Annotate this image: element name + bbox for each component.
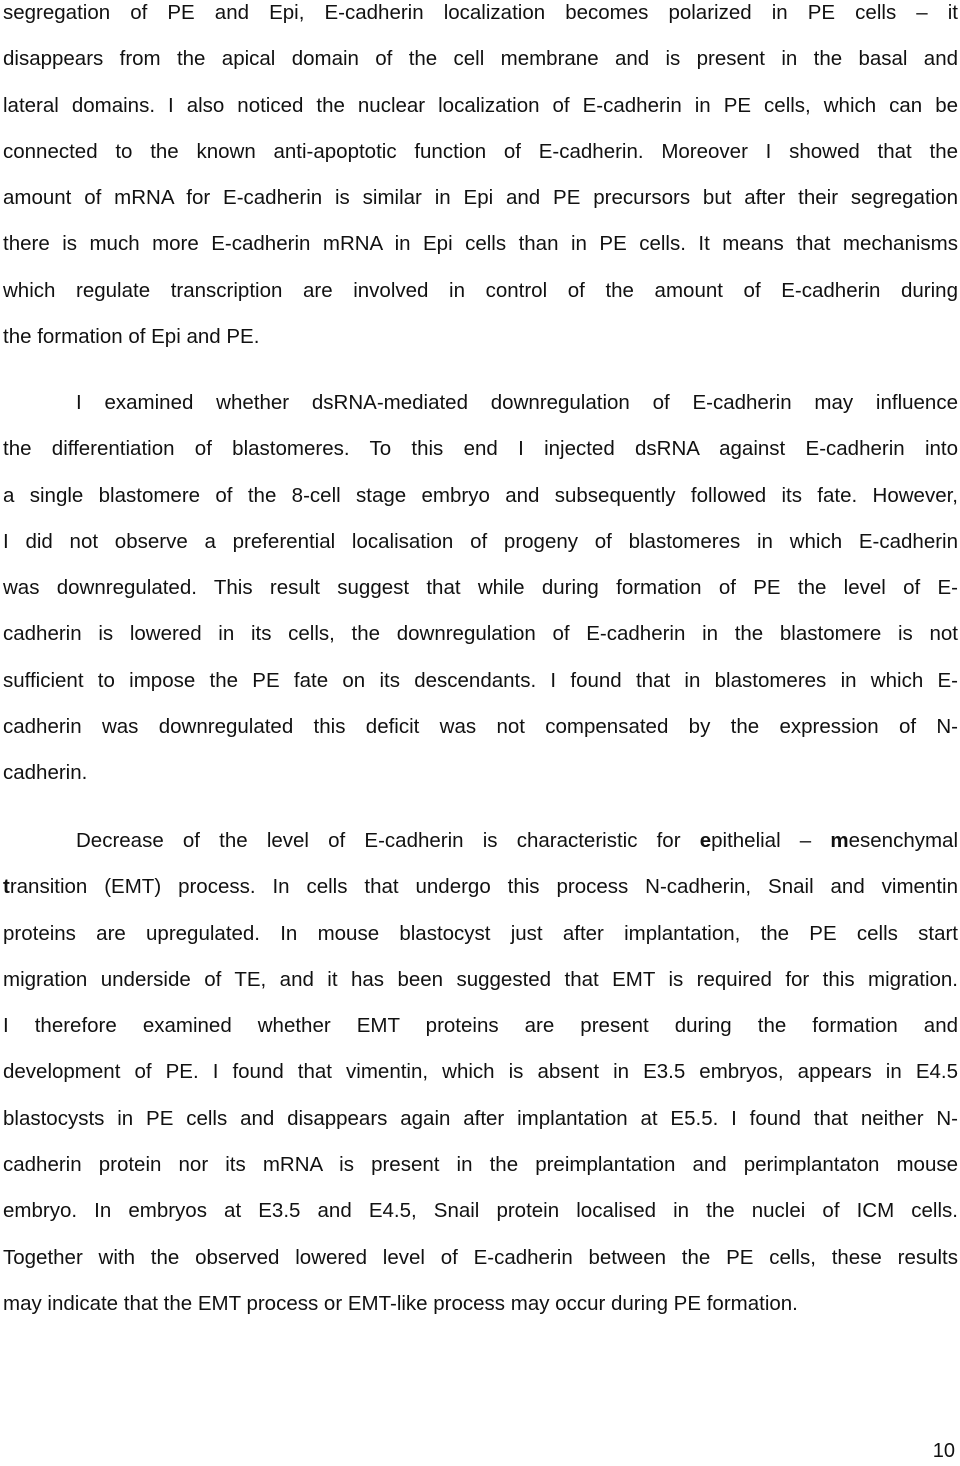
text-line: which regulate transcription are involved in control of the amount of E-cadherin during	[3, 278, 958, 302]
text-line: I examined whether dsRNA-mediated downregulation of E-cadherin may influence	[76, 391, 958, 414]
paragraph-1	[3, 0, 958, 360]
text-line: transition (EMT) process. In cells that undergo this process N-cadherin, Snail and vimentin	[3, 875, 958, 899]
text-line: was downregulated. This result suggest that while during formation of PE the level of E-	[3, 576, 958, 600]
text-line: blastocysts in PE cells and disappears again after implantation at E5.5. I found that neither N-	[3, 1106, 958, 1130]
paragraph-3	[3, 818, 958, 1327]
text-line: amount of mRNA for E-cadherin is similar in Epi and PE precursors but after their segregation	[3, 186, 958, 210]
text-line: cadherin is lowered in its cells, the downregulation of E-cadherin in the blastomere is not	[3, 622, 958, 646]
page-number: 10	[932, 1440, 955, 1462]
text-line: proteins are upregulated. In mouse blastocyst just after implantation, the PE cells start	[3, 921, 958, 945]
text-line: development of PE. I found that vimentin, which is absent in E3.5 embryos, appears in E4.5	[3, 1060, 958, 1084]
text-line: I did not observe a preferential localisation of progeny of blastomeres in which E-cadherin	[3, 529, 958, 553]
text-line: cadherin protein nor its mRNA is present in the preimplantation and perimplantaton mouse	[3, 1153, 958, 1177]
text-line: migration underside of TE, and it has been suggested that EMT is required for this migration.	[3, 967, 958, 991]
text-line: connected to the known anti-apoptotic function of E-cadherin. Moreover I showed that the	[3, 139, 958, 163]
text-line: the formation of Epi and PE.	[3, 325, 260, 349]
text-line: segregation of PE and Epi, E-cadherin localization becomes polarized in PE cells – it	[3, 1, 958, 24]
text-line: I therefore examined whether EMT proteins are present during the formation and	[3, 1014, 958, 1038]
text-line: there is much more E-cadherin mRNA in Epi cells than in PE cells. It means that mechanisms	[3, 232, 958, 256]
text-line: the differentiation of blastomeres. To this end I injected dsRNA against E-cadherin into	[3, 437, 958, 461]
text-line: sufficient to impose the PE fate on its descendants. I found that in blastomeres in which E-	[3, 668, 958, 692]
text-line: lateral domains. I also noticed the nuclear localization of E-cadherin in PE cells, which can be	[3, 93, 958, 117]
text-line: may indicate that the EMT process or EMT-like process may occur during PE formation.	[3, 1291, 798, 1315]
paragraph-2	[3, 380, 958, 797]
text-line: cadherin was downregulated this deficit was not compensated by the expression of N-	[3, 715, 958, 739]
text-line: disappears from the apical domain of the cell membrane and is present in the basal and	[3, 47, 958, 71]
text-line: a single blastomere of the 8-cell stage embryo and subsequently followed its fate. However,	[3, 483, 958, 507]
text-line: Together with the observed lowered level of E-cadherin between the PE cells, these results	[3, 1245, 958, 1269]
text-line: Decrease of the level of E-cadherin is characteristic for epithelial – mesenchymal	[76, 829, 958, 852]
text-line: embryo. In embryos at E3.5 and E4.5, Snail protein localised in the nuclei of ICM cells.	[3, 1199, 958, 1223]
text-line: cadherin.	[3, 761, 88, 785]
